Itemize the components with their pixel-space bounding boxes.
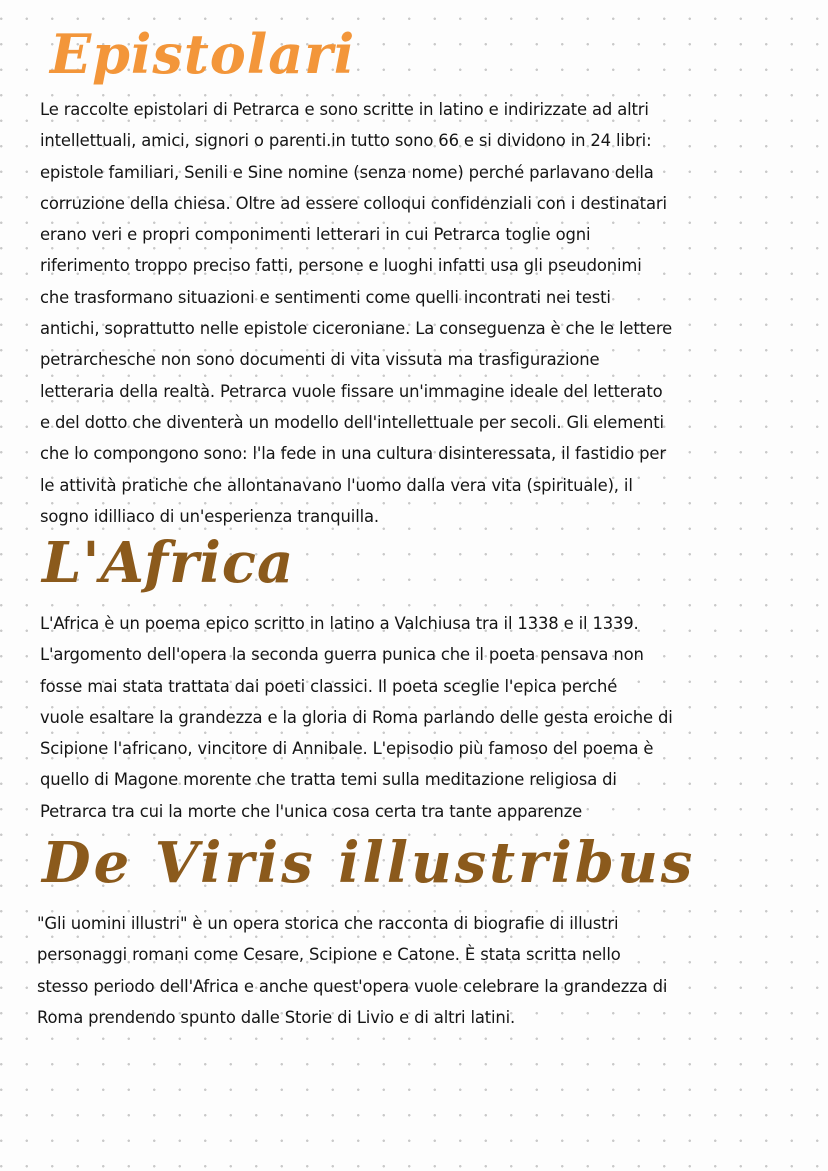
- paragraph-africa: [40, 608, 810, 827]
- text-line: Scipione l'africano, vincitore di Annibale. L'episodio più famoso del poema è: [40, 739, 654, 759]
- text-line: corruzione della chiesa. Oltre ad essere colloqui confidenziali con i destinatari: [40, 193, 667, 213]
- text-line: intellettuali, amici, signori o parenti.in tutto sono 66 e si dividono in 24 libri:: [40, 131, 652, 151]
- text-line: e del dotto che diventerà un modello dell'intellettuale per secoli. Gli elementi: [40, 412, 664, 432]
- text-line: quello di Magone morente che tratta temi sulla meditazione religiosa di: [40, 770, 617, 790]
- text-line: letteraria della realtà. Petrarca vuole fissare un'immagine ideale del letterato: [40, 381, 663, 401]
- text-line: stesso periodo dell'Africa e anche quest'opera vuole celebrare la grandezza di: [37, 976, 668, 996]
- text-line: petrarchesche non sono documenti di vita vissuta ma trasfigurazione: [40, 350, 600, 370]
- text-line: "Gli uomini illustri" è un opera storica che racconta di biografie di illustri: [37, 914, 619, 933]
- text-line: epistole familiari, Senili e Sine nomine (senza nome) perché parlavano della: [40, 162, 654, 182]
- text-line: fosse mai stata trattata dai poeti classici. Il poeta sceglie l'epica perché: [40, 676, 618, 696]
- text-line: sogno idilliaco di un'esperienza tranquilla.: [40, 506, 379, 526]
- paragraph-de-viris-illustribus: [37, 908, 807, 1033]
- heading-epistolari: Epistolari: [50, 22, 356, 86]
- text-line: L'Africa è un poema epico scritto in latino a Valchiusa tra il 1338 e il 1339.: [40, 614, 639, 633]
- heading-de-viris-illustribus: De Viris illustribus: [42, 830, 696, 896]
- text-line: Le raccolte epistolari di Petrarca e sono scritte in latino e indirizzate ad altri: [40, 100, 649, 119]
- text-line: che lo compongono sono: l'la fede in una cultura disinteressata, il fastidio per: [40, 444, 666, 464]
- text-line: Petrarca tra cui la morte che l'unica cosa certa tra tante apparenze: [40, 801, 583, 821]
- text-line: Roma prendendo spunto dalle Storie di Livio e di altri latini.: [37, 1007, 516, 1027]
- text-line: riferimento troppo preciso fatti, persone e luoghi infatti usa gli pseudonimi: [40, 256, 642, 276]
- text-line: personaggi romani come Cesare, Scipione e Catone. È stata scritta nello: [37, 945, 621, 965]
- text-line: le attività pratiche che allontanavano l'uomo dalla vera vita (spirituale), il: [40, 475, 633, 495]
- text-line: L'argomento dell'opera la seconda guerra punica che il poeta pensava non: [40, 645, 644, 665]
- paragraph-epistolari: [40, 94, 810, 532]
- text-line: vuole esaltare la grandezza e la gloria di Roma parlando delle gesta eroiche di: [40, 707, 673, 727]
- heading-africa: L'Africa: [42, 530, 295, 596]
- text-line: che trasformano situazioni e sentimenti come quelli incontrati nei testi: [40, 287, 611, 307]
- text-line: erano veri e propri componimenti letterari in cui Petrarca toglie ogni: [40, 225, 591, 245]
- text-line: antichi, soprattutto nelle epistole ciceroniane. La conseguenza è che le lettere: [40, 319, 673, 339]
